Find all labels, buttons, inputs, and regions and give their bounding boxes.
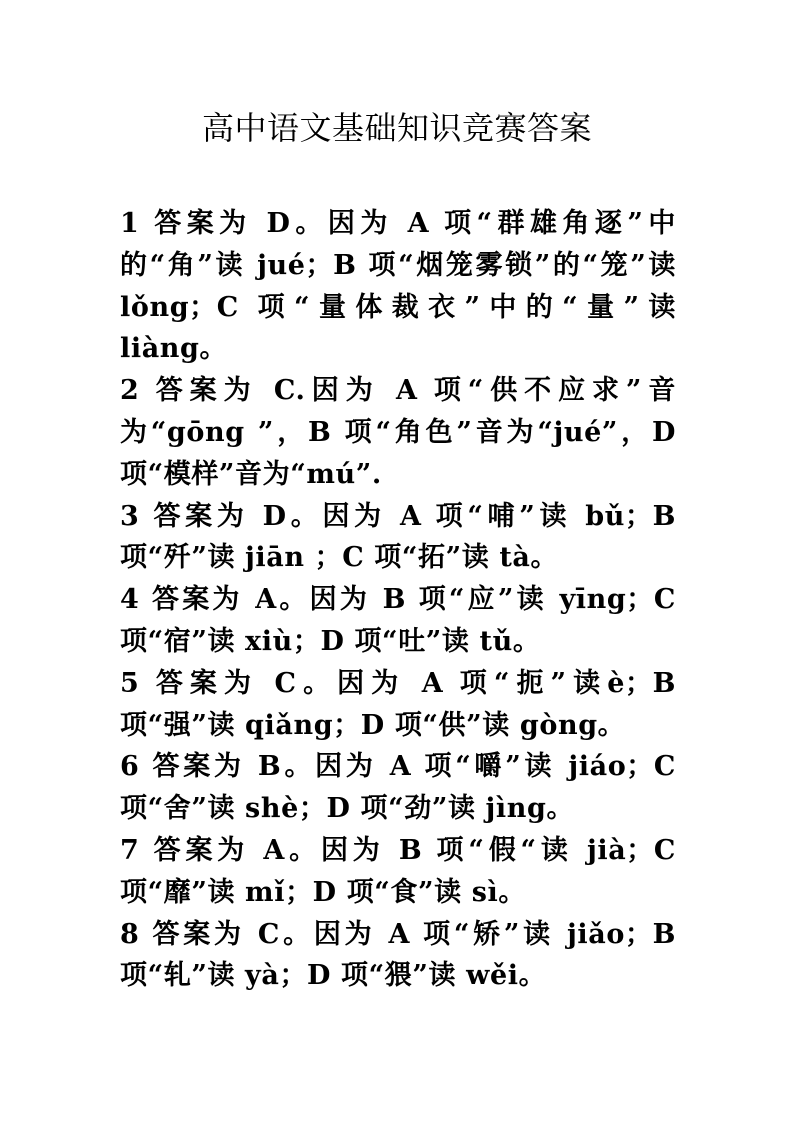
answer-item-3: 3 答案为 D。因为 A 项“哺”读 bǔ；B 项“歼”读 jiān ；C 项“拓”读 tà。 <box>120 500 676 574</box>
answer-item-2: 2 答案为 C.因为 A 项“供不应求”音为“gōng ”，B 项“角色”音为“jué”，D 项“模样”音为“mú”. <box>120 375 676 490</box>
answer-list <box>120 203 676 997</box>
answer-item-8: 8 答案为 C。因为 A 项“矫”读 jiǎo；B 项“轧”读 yà；D 项“猥”读 wěi。 <box>120 918 676 992</box>
answer-item-6: 6 答案为 B。因为 A 项“嚼”读 jiáo；C 项“舍”读 shè；D 项“劲”读 jìng。 <box>120 751 676 825</box>
answer-item-7: 7 答案为 A。因为 B 项“假“读 jià；C 项“靡”读 mǐ；D 项“食”读 sì。 <box>120 834 676 908</box>
page-title: 高中语文基础知识竞赛答案 <box>201 109 592 147</box>
answer-item-1: 1 答案为 D。因为 A 项“群雄角逐”中的“角”读 jué；B 项“烟笼雾锁”的“笼”读 lǒng；C 项“量体裁衣”中的“量”读 liàng。 <box>120 208 676 365</box>
answer-item-5: 5 答案为 C。因为 A 项“扼”读è；B 项“强”读 qiǎng；D 项“供”读 gòng。 <box>120 667 676 741</box>
answer-item-4: 4 答案为 A。因为 B 项“应”读 yīng；C 项“宿”读 xiù；D 项“吐”读 tǔ。 <box>120 584 676 657</box>
